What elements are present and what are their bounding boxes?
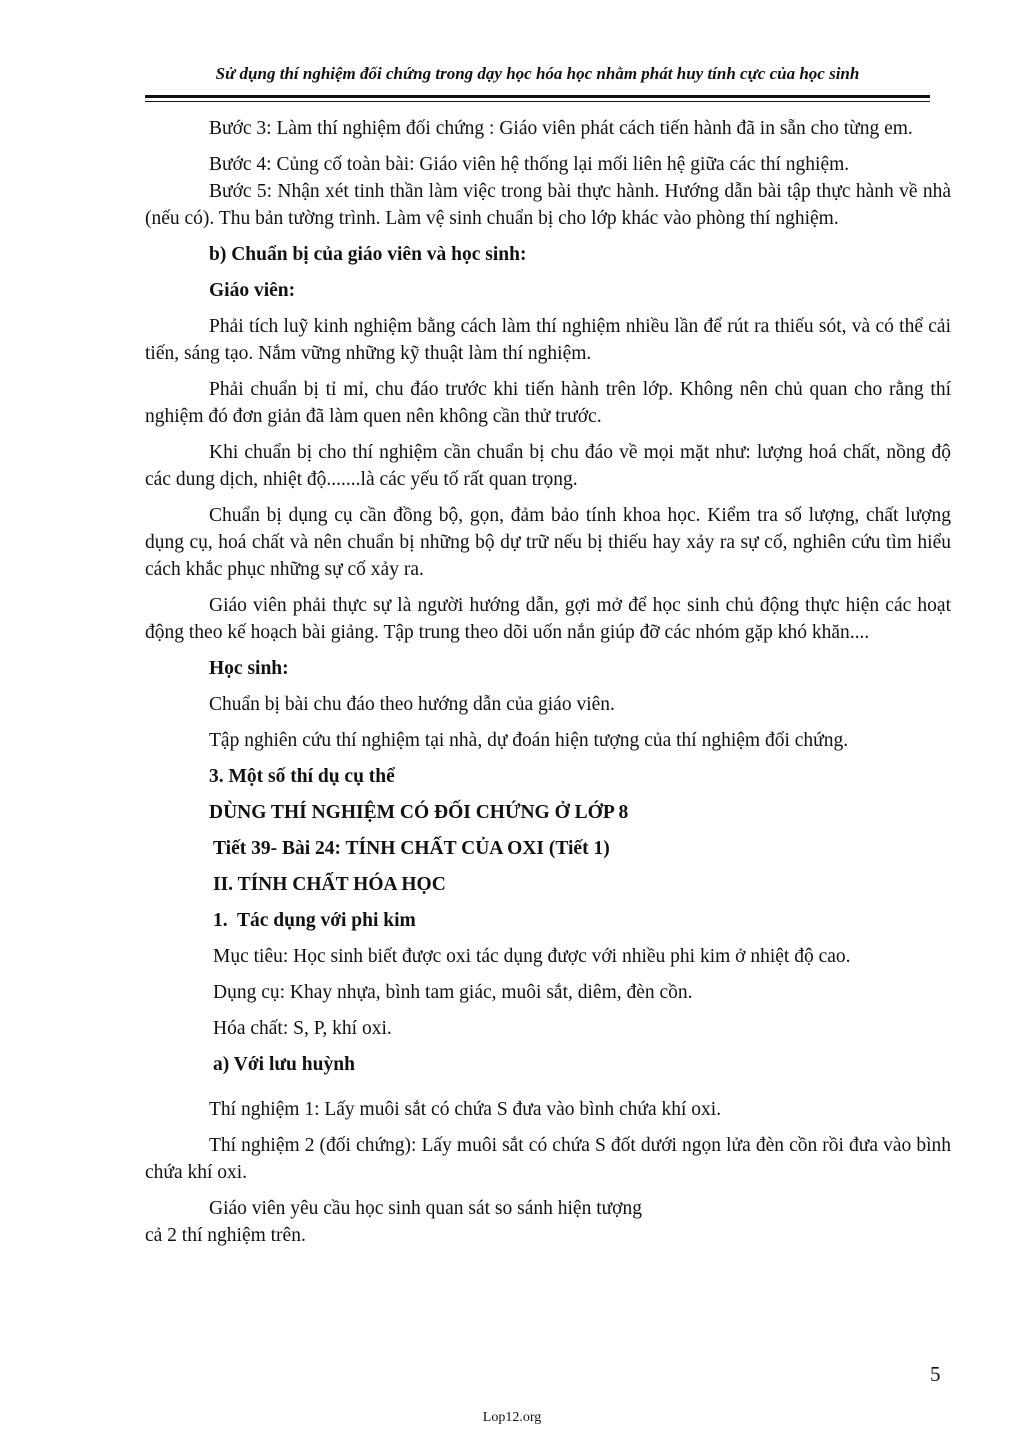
section-3-heading: 3. Một số thí dụ cụ thể [209, 766, 395, 787]
experiment-1-line: Thí nghiệm 1: Lấy muôi sắt có chứa S đưa vào bình chứa khí oxi. [209, 1099, 722, 1120]
experiment-2-paragraph: Thí nghiệm 2 (đối chứng): Lấy muôi sắt có chứa S đốt dưới ngọn lửa đèn cồn rồi đưa vào bình chứa khí oxi. [145, 1135, 951, 1183]
chemicals-line: Hóa chất: S, P, khí oxi. [213, 1018, 392, 1039]
step-4-paragraph: Bước 4: Củng cố toàn bài: Giáo viên hệ thống lại mối liên hệ giữa các thí nghiệm. [209, 154, 850, 175]
grade-8-heading: DÙNG THÍ NGHIỆM CÓ ĐỐI CHỨNG Ở LỚP 8 [209, 802, 629, 823]
subsection-1-heading [145, 907, 951, 934]
teacher-paragraph-4: Chuẩn bị dụng cụ cần đồng bộ, gọn, đảm bảo tính khoa học. Kiểm tra số lượng, chất lượng dụng cụ, hoá chất và nên chuẩn bị những bộ dự trữ nếu bị thiếu hay xảy ra sự cố, nghiên cứu tìm hiểu cách khắc phục những sự cố xảy ra. [145, 505, 951, 580]
lesson-heading: Tiết 39- Bài 24: TÍNH CHẤT CỦA OXI (Tiết 1) [213, 838, 610, 859]
teacher-paragraph-5: Giáo viên phải thực sự là người hướng dẫn, gợi mở để học sinh chủ động thực hiện các hoạt động theo kế hoạch bài giảng. Tập trung theo dõi uốn nắn giúp đỡ các nhóm gặp khó khăn.... [145, 595, 951, 643]
step-5-paragraph: Bước 5: Nhận xét tinh thần làm việc trong bài thực hành. Hướng dẫn bài tập thực hành về nhà (nếu có). Thu bản tường trình. Làm vệ sinh chuẩn bị cho lớp khác vào phòng thí nghiệm. [145, 181, 951, 229]
page-number: 5 [930, 1362, 941, 1386]
teacher-request-line-1: Giáo viên yêu cầu học sinh quan sát so sánh hiện tượng [209, 1198, 642, 1219]
teacher-paragraph-3: Khi chuẩn bị cho thí nghiệm cần chuẩn bị chu đáo về mọi mặt như: lượng hoá chất, nồng độ các dung dịch, nhiệt độ.......là các yếu tố rất quan trọng. [145, 442, 951, 490]
student-paragraph-1: Chuẩn bị bài chu đáo theo hướng dẫn của giáo viên. [209, 694, 615, 715]
chemical-properties-heading: II. TÍNH CHẤT HÓA HỌC [213, 874, 446, 895]
student-paragraph-2: Tập nghiên cứu thí nghiệm tại nhà, dự đoán hiện tượng của thí nghiệm đối chứng. [209, 730, 849, 751]
running-header: Sử dụng thí nghiệm đối chứng trong dạy học hóa học nhằm phát huy tính cực của học sinh [215, 64, 860, 83]
subsection-number: 1. [213, 910, 228, 931]
teacher-heading: Giáo viên: [209, 280, 296, 301]
step-3-paragraph: Bước 3: Làm thí nghiệm đối chứng : Giáo viên phát cách tiến hành đã in sẵn cho từng em. [209, 118, 913, 139]
teacher-paragraph-1: Phải tích luỹ kinh nghiệm bằng cách làm thí nghiệm nhiều lần để rút ra thiếu sót, và có thể cải tiến, sáng tạo. Nắm vững những kỹ thuật làm thí nghiệm. [145, 316, 951, 364]
equipment-line: Dụng cụ: Khay nhựa, bình tam giác, muôi sắt, diêm, đèn cồn. [213, 982, 693, 1003]
objective-line: Mục tiêu: Học sinh biết được oxi tác dụng được với nhiều phi kim ở nhiệt độ cao. [213, 946, 851, 967]
page-body [145, 115, 951, 1258]
section-b-heading: b) Chuẩn bị của giáo viên và học sinh: [209, 244, 527, 265]
header-rule-thick [145, 95, 930, 98]
sulfur-heading: a) Với lưu huỳnh [213, 1054, 355, 1075]
teacher-request-line-2: cả 2 thí nghiệm trên. [145, 1225, 306, 1246]
footer-site: Lop12.org [482, 1410, 542, 1425]
subsection-title: Tác dụng với phi kim [237, 910, 416, 931]
student-heading: Học sinh: [209, 658, 289, 679]
header-rule-thin [145, 101, 930, 102]
teacher-paragraph-2: Phải chuẩn bị tỉ mỉ, chu đáo trước khi tiến hành trên lớp. Không nên chủ quan cho rằng thí nghiệm đó đơn giản đã làm quen nên không cần thử trước. [145, 379, 951, 427]
